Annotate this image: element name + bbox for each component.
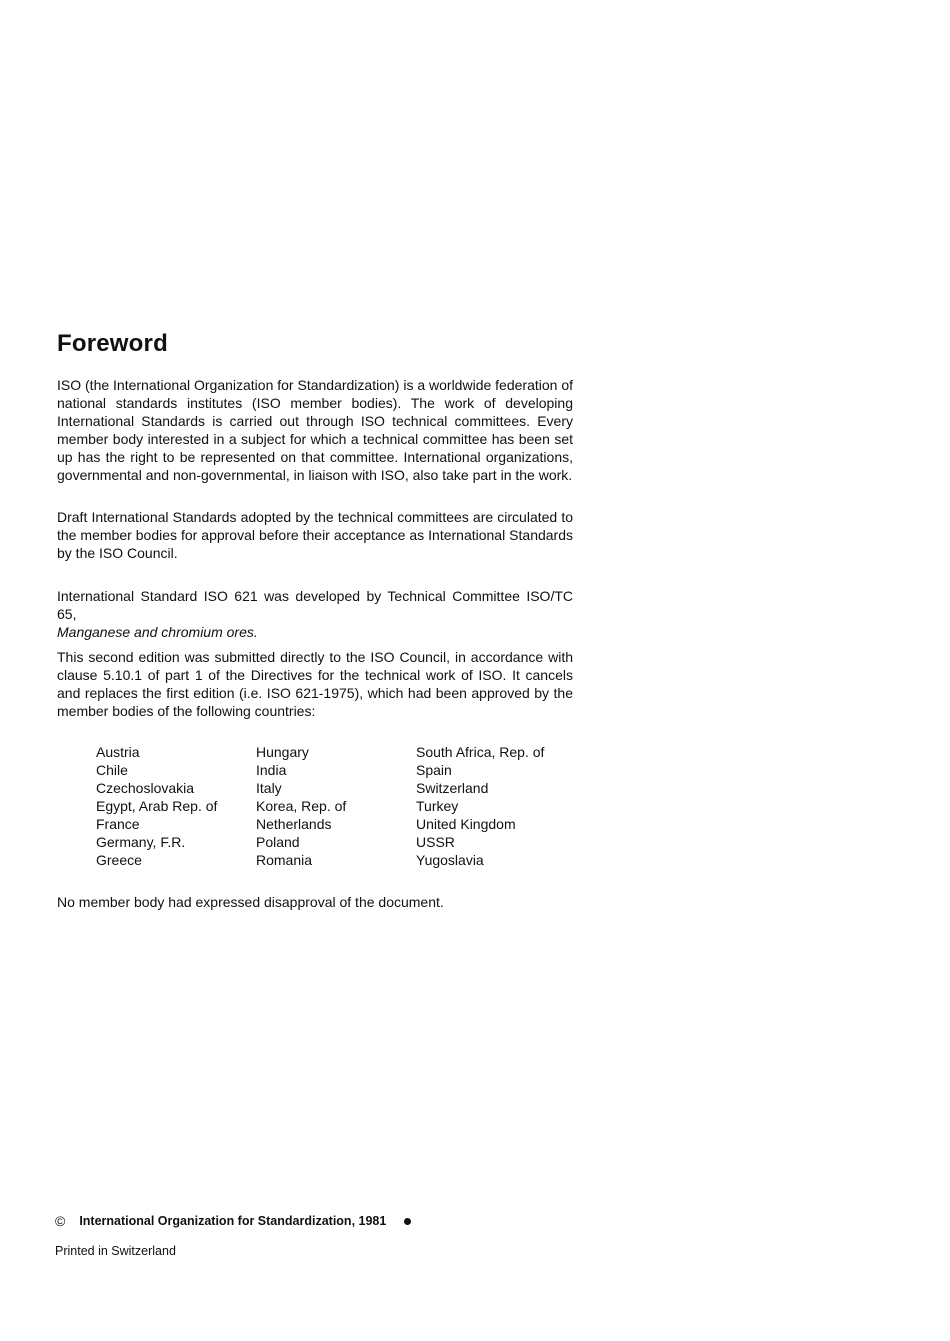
paragraph-committee — [57, 587, 573, 641]
committee-subject: Manganese and chromium ores. — [57, 624, 258, 640]
paragraph-no-disapproval: No member body had expressed disapproval of the document. — [57, 894, 444, 910]
country-item: France — [96, 816, 140, 832]
committee-text: International Standard ISO 621 was developed by Technical Committee ISO/TC 65, — [57, 588, 573, 622]
country-item: USSR — [416, 834, 455, 850]
countries-list — [96, 743, 576, 869]
country-item: Switzerland — [416, 780, 489, 796]
countries-column-2 — [256, 743, 416, 869]
paragraph-draft-standards: Draft International Standards adopted by the technical committees are circulated to the member bodies for approval before their acceptance as International Standards by the ISO Council. — [57, 509, 573, 561]
country-item: Greece — [96, 852, 142, 868]
country-item: Korea, Rep. of — [256, 798, 347, 814]
bullet-icon — [404, 1218, 411, 1225]
copyright-line — [55, 1213, 411, 1229]
country-item: Hungary — [256, 744, 309, 760]
printed-in-note: Printed in Switzerland — [55, 1244, 176, 1258]
country-item: Yugoslavia — [416, 852, 484, 868]
country-item: Spain — [416, 762, 452, 778]
country-item: Austria — [96, 744, 140, 760]
country-item: Italy — [256, 780, 282, 796]
country-item: Germany, F.R. — [96, 834, 186, 850]
country-item: Poland — [256, 834, 300, 850]
country-item: Netherlands — [256, 816, 332, 832]
countries-column-1 — [96, 743, 256, 869]
country-item: Chile — [96, 762, 128, 778]
country-item: South Africa, Rep. of — [416, 744, 545, 760]
country-item: Egypt, Arab Rep. of — [96, 798, 218, 814]
paragraph-iso-intro: ISO (the International Organization for Standardization) is a worldwide federation of national standards institutes (ISO member bodies). The work of developing International Standards is carried out through ISO technical committees. Every member body interested in a subject for which a technical committee has been set up has the right to be represented on that committee. International organizations, governmental and non-governmental, in liaison with ISO, also take part in the work. — [57, 377, 573, 483]
country-item: Turkey — [416, 798, 459, 814]
country-item: Romania — [256, 852, 313, 868]
country-item: Czechoslovakia — [96, 780, 195, 796]
countries-column-3 — [416, 743, 576, 869]
paragraph-second-edition: This second edition was submitted directly to the ISO Council, in accordance with clause 5.10.1 of part 1 of the Directives for the technical work of ISO. It cancels and replaces the first edition (i.e. ISO 621-1975), which had been approved by the member bodies of the following countries: — [57, 649, 573, 719]
copyright-icon: © — [55, 1213, 66, 1229]
page-title: Foreword — [57, 330, 168, 357]
copyright-text: International Organization for Standardization, 1981 — [79, 1214, 387, 1228]
country-item: India — [256, 762, 287, 778]
country-item: United Kingdom — [416, 816, 516, 832]
